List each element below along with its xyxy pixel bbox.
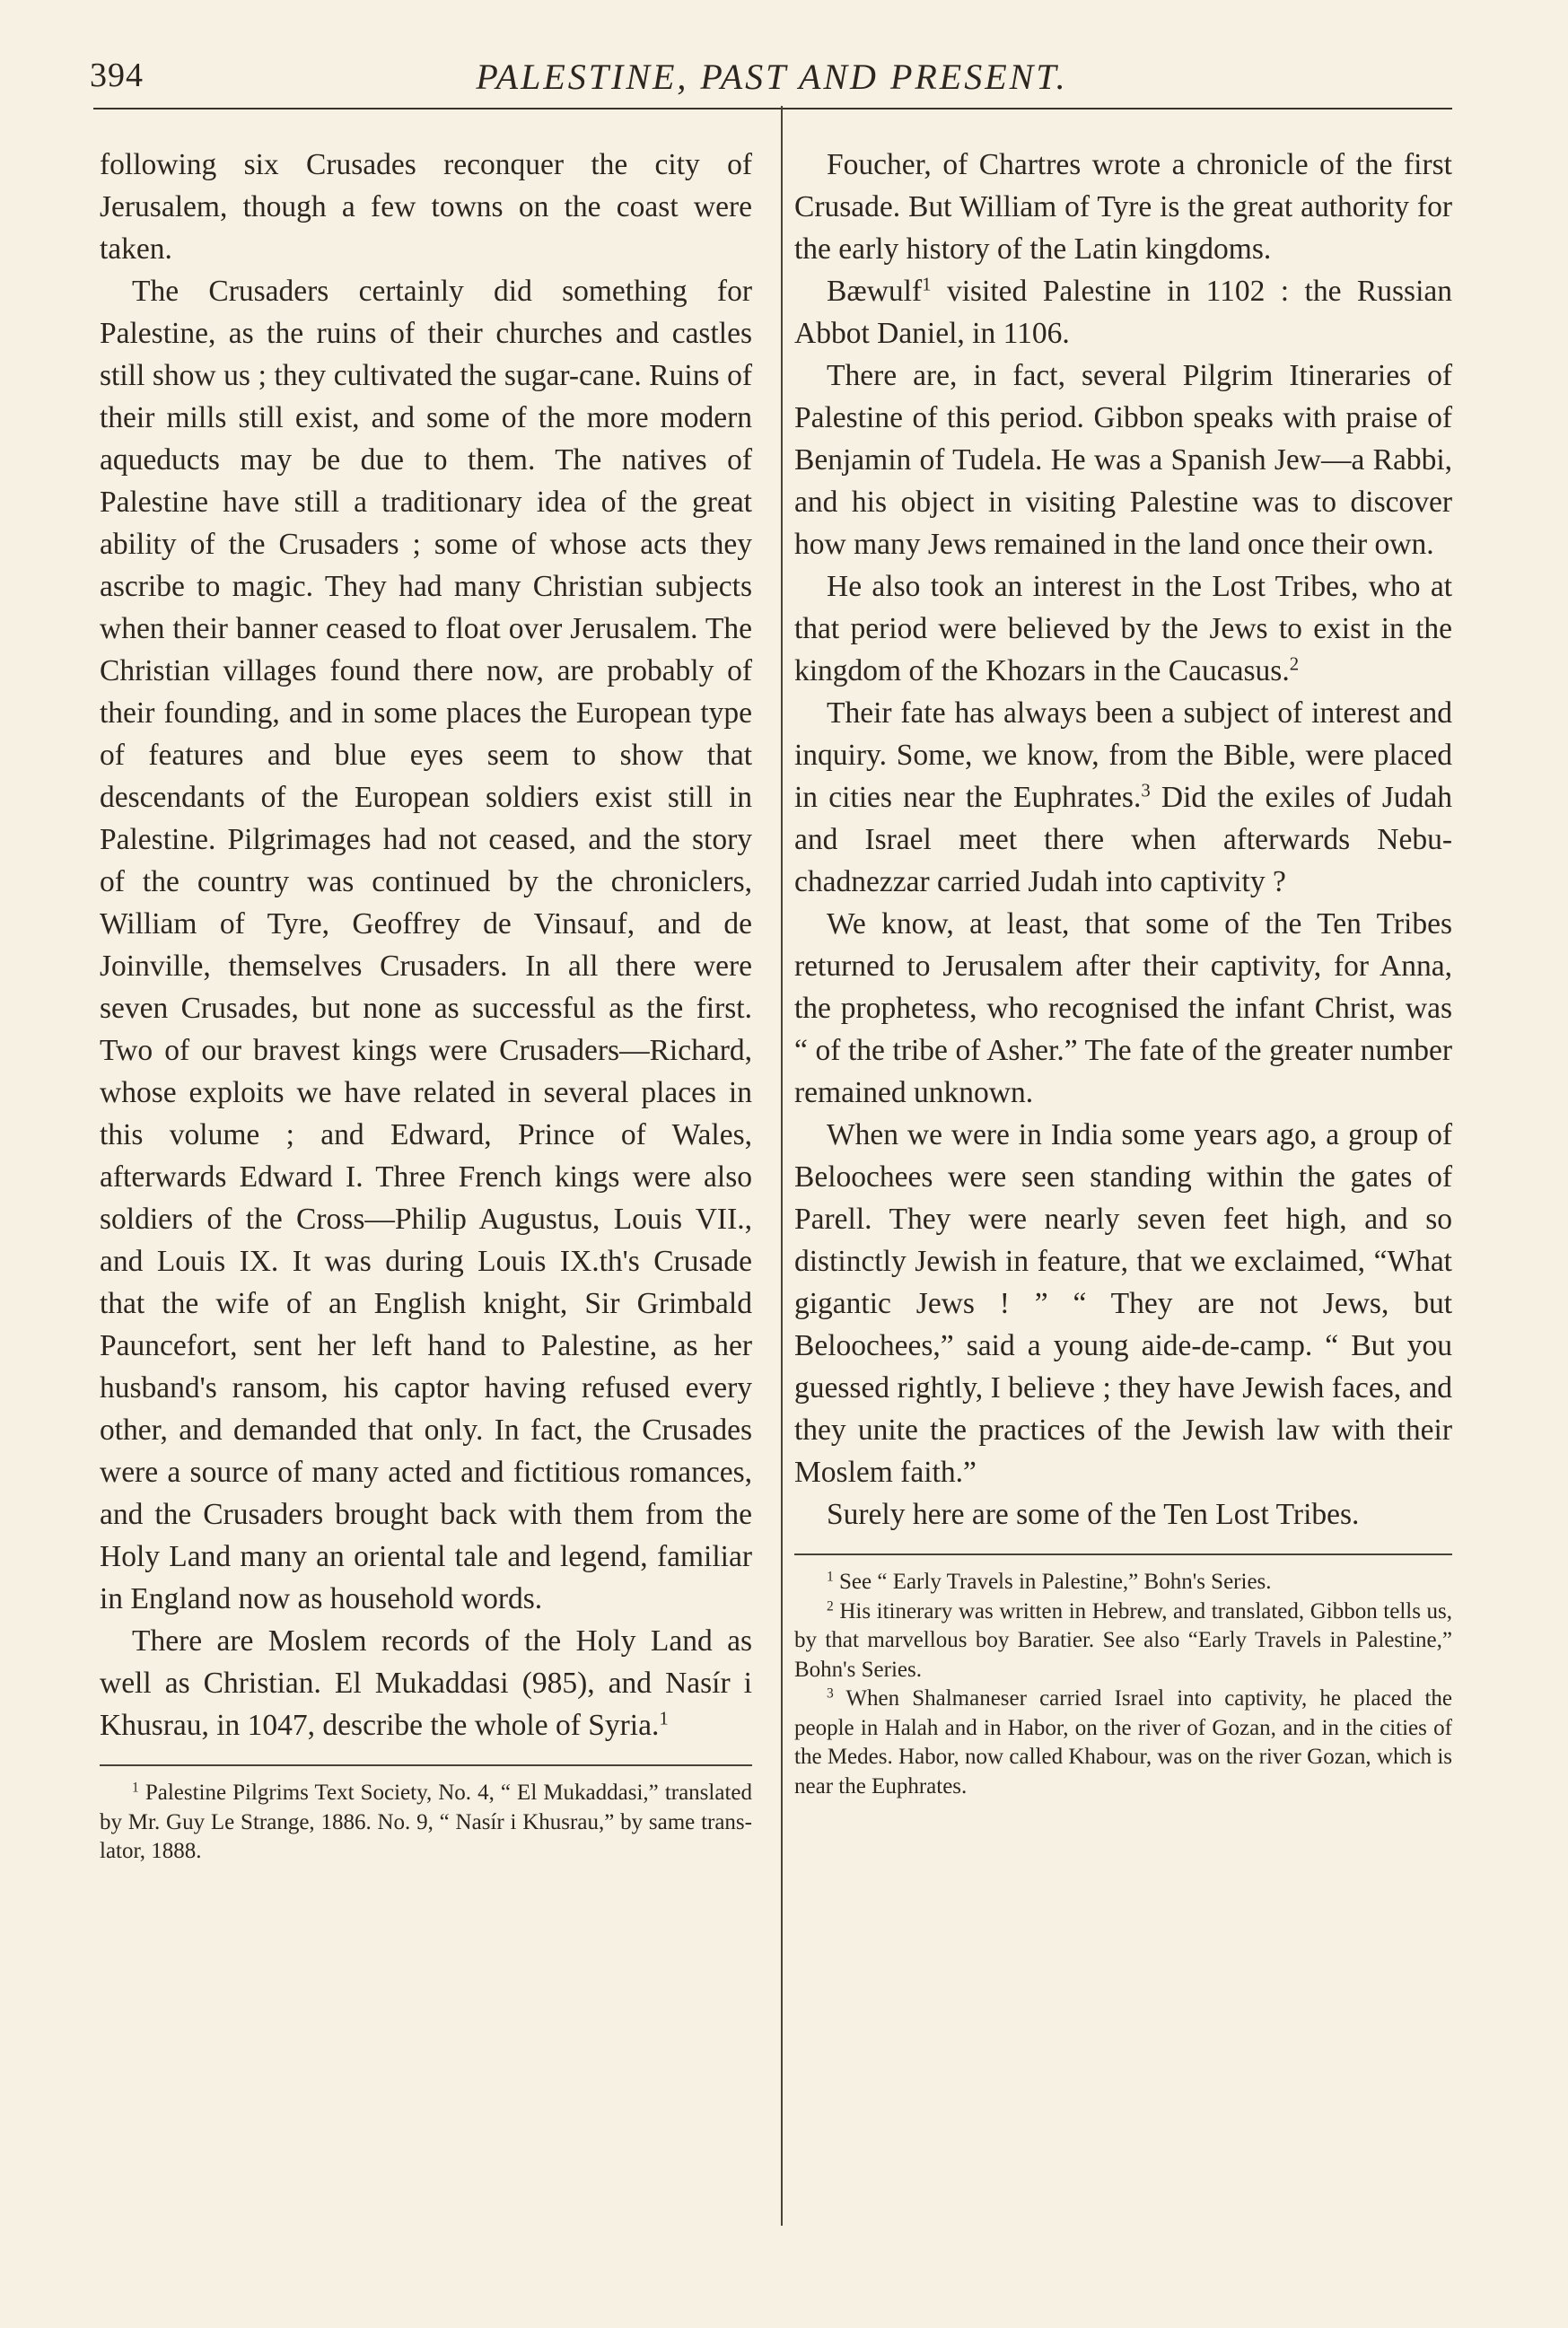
paragraph [794, 692, 1452, 903]
paragraph-text: Their fate has always been a subject of interest and inquiry. Some, we know, from the Bible, were placed in cities near the Euphrates. [794, 696, 1452, 814]
page-number: 394 [90, 57, 144, 94]
footnote-text: Palestine Pilgrims Text Society, No. 4, “ El Mukaddasi,” translated by Mr. Guy Le Strange, 1886. No. 9, “ Nasír i Khusrau,” by same translator, 1888. [100, 1781, 752, 1863]
footnote-ref: 1 [659, 1708, 669, 1729]
footnote-rule [794, 1553, 1452, 1555]
footnote-mark: 2 [827, 1597, 834, 1614]
header-rule [93, 108, 1452, 109]
paragraph-text: visited Palestine in 1102 : the Russian Abbot Daniel, in 1106. [794, 275, 1452, 350]
paragraph: Foucher, of Chartres wrote a chronicle of the first Crusade. But William of Tyre is the great authority for the early history of the Latin kingdoms. [794, 148, 1452, 266]
paragraph: following six Crusades reconquer the city of Jerusalem, though a few towns on the coast were taken. [100, 148, 752, 266]
paragraph: We know, at least, that some of the Ten Tribes returned to Jerusalem after their captivity, for Anna, the prophetess, who recognised the infant Christ, was “ of the tribe of Asher.” The fate of the greater number remained unknown. [794, 907, 1452, 1109]
footnote-ref: 1 [922, 274, 932, 295]
paragraph-text: He also took an interest in the Lost Tribes, who at that period were believed by the Jews to exist in the kingdom of the Khozars in the Caucasus. [794, 570, 1452, 687]
footnote [794, 1597, 1452, 1685]
footnote [100, 1779, 752, 1867]
footnote-ref: 3 [1141, 780, 1151, 801]
footnote [794, 1568, 1452, 1597]
page-header [90, 56, 1454, 101]
paragraph: There are, in fact, several Pilgrim Itineraries of Palestine of this period. Gibbon speaks with praise of Benjamin of Tudela. He was a Spanish Jew—a Rabbi, and his object in visiting Palestine was to discover how many Jews remained in the land once their own. [794, 359, 1452, 561]
footnotes [100, 1779, 752, 1867]
paragraph-text: Bæwulf [827, 275, 923, 308]
paragraph-text: There are Moslem records of the Holy Land as well as Christian. El Mukaddasi (985), and Nasír i Khusrau, in 1047, describe the whole of Syria. [100, 1624, 752, 1742]
footnote-text: See “ Early Travels in Palestine,” Bohn's Series. [839, 1570, 1272, 1594]
footnote-mark: 1 [827, 1569, 834, 1585]
footnote-mark: 1 [132, 1780, 139, 1796]
paragraph [794, 565, 1452, 692]
left-column [100, 144, 752, 1867]
footnote-text: When Shalmaneser carried Israel into captivity, he placed the people in Halah and in Habor, on the river of Gozan, and in the cities of the Medes. Habor, now called Khabour, was on the river Gozan, which is near the Euphrates. [794, 1686, 1452, 1799]
running-title: PALESTINE, PAST AND PRESENT. [476, 57, 1068, 97]
footnote-text: His itinerary was written in Hebrew, and translated, Gibbon tells us, by that marvellous boy Baratier. See also “Early Travels in Palestine,” Bohn's Series. [794, 1598, 1453, 1682]
paragraph [100, 1620, 752, 1746]
footnote-mark: 3 [827, 1685, 834, 1702]
paragraph: Surely here are some of the Ten Lost Tribes. [827, 1498, 1360, 1531]
paragraph: The Crusaders certainly did something for Palestine, as the ruins of their churches and castles still show us ; they cultivated the sugar-cane. Ruins of their mills still exist, and some of the more modern aqueducts may be due to them. The natives of Palestine have still a traditionary idea of the great ability of the Crusaders ; some of whose acts they ascribe to magic. They had many Christian subjects when their banner ceased to float over Jerusalem. The Christian villages found there now, are probably of their founding, and in some places the European type of features and blue eyes seem to show that descendants of the European soldiers exist still in Palestine. Pilgrimages had not ceased, and the story of the country was continued by the chroniclers, William of Tyre, Geoffrey de Vinsauf, and de Joinville, themselves Crusaders. In all there were seven Crusades, but none as successful as the first. Two of our bravest kings were Crusaders—Richard, whose exploits we have related in several places in this volume ; and Edward, Prince of Wales, afterwards Edward I. Three French kings were also soldiers of the Cross—Philip Augustus, Louis VII., and Louis IX. It was during Louis IX.th's Crusade that the wife of an English knight, Sir Grimbald Pauncefort, sent her left hand to Palestine, as her husband's ransom, his captor having refused every other, and demanded that only. In fact, the Crusades were a source of many acted and fictitious romances, and the Crusaders brought back with them from the Holy Land many an oriental tale and legend, familiar in England now as household words. [100, 275, 752, 1615]
footnotes [794, 1568, 1452, 1801]
footnote-rule [100, 1764, 752, 1766]
footnote [794, 1685, 1452, 1801]
column-divider [781, 106, 783, 2226]
footnote-ref: 2 [1289, 653, 1300, 675]
paragraph: When we were in India some years ago, a group of Beloochees were seen standing within the gates of Parell. They were nearly seven feet high, and so distinctly Jewish in feature, that we exclaimed, “What gigantic Jews ! ” “ They are not Jews, but Beloochees,” said a young aide-de-camp. “ But you guessed rightly, I believe ; they have Jewish faces, and they unite the practices of the Jewish law with their Moslem faith.” [794, 1118, 1452, 1489]
paragraph [794, 270, 1452, 354]
paragraph-text: Did the exiles of Judah and Israel meet there when afterwards Nebuchadnezzar carried Judah into captivity ? [794, 781, 1452, 898]
right-column [794, 144, 1452, 1801]
